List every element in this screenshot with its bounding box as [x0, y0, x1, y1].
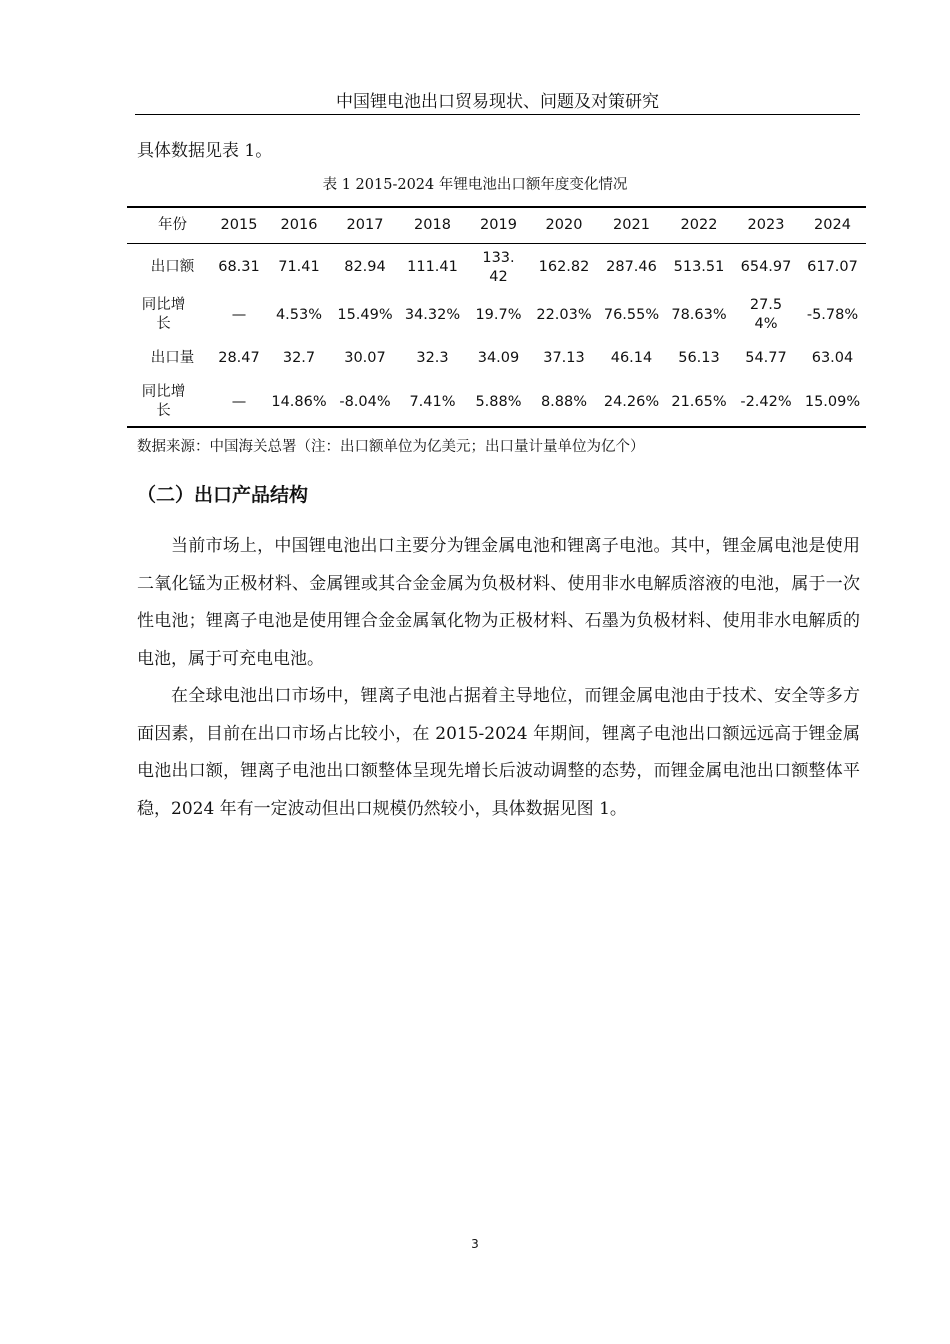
table-cell: 71.41 [278, 259, 320, 275]
column-header: 2022 [680, 217, 718, 233]
table-cell: 82.94 [344, 259, 386, 275]
table-cell: 15.09% [804, 393, 861, 410]
section-heading: （二）出口产品结构 [137, 484, 309, 506]
table-cell: 4.53% [275, 306, 323, 323]
table-cell: 32.3 [416, 350, 449, 366]
export-data-table [127, 206, 866, 428]
table-cell: -8.04% [339, 393, 391, 410]
column-header: 2017 [346, 217, 384, 233]
table-cell: -5.78% [806, 306, 859, 323]
table-cell: — [231, 306, 247, 323]
column-header: 2021 [613, 217, 650, 233]
table-cell: 513.51 [673, 259, 725, 275]
table-header-row [127, 207, 866, 244]
table-cell: 68.31 [218, 259, 260, 275]
table-cell: 22.03% [536, 306, 592, 323]
table-row [127, 291, 866, 339]
column-header: 年份 [158, 217, 187, 233]
table-source-note: 数据来源：中国海关总署（注：出口额单位为亿美元；出口量计量单位为亿个） [137, 439, 645, 455]
table-cell: 34.32% [404, 306, 461, 323]
table-row [127, 339, 866, 378]
column-header: 2018 [414, 217, 451, 233]
table-cell: 27.54% [749, 297, 783, 332]
table-cell: 24.26% [603, 393, 660, 410]
intro-line: 具体数据见表 1。 [137, 141, 273, 161]
table-cell: 30.07 [344, 350, 386, 366]
table-cell: 78.63% [671, 306, 727, 323]
running-header: 中国锂电池出口贸易现状、问题及对策研究 [135, 90, 860, 115]
table-cell: 162.82 [538, 259, 590, 275]
table-cell: 34.09 [477, 350, 520, 366]
table-cell: 111.41 [407, 259, 458, 275]
table-cell: — [231, 393, 247, 410]
body-paragraph: 当前市场上，中国锂电池出口主要分为锂金属电池和锂离子电池。其中，锂金属电池是使用二氧化锰为正极材料、金属锂或其合金金属为负极材料、使用非水电解质溶液的电池，属于一次性电池；锂离子电池是使用锂合金金属氧化物为正极材料、石墨为负极材料、使用非水电解质的电池，属于可充电电池。 [137, 536, 860, 669]
column-header: 2015 [220, 217, 258, 233]
table-cell: 19.7% [475, 306, 522, 323]
table-cell: 287.46 [606, 259, 657, 275]
table-row [127, 244, 866, 292]
row-label: 同比增长 [141, 297, 186, 332]
table-cell: 14.86% [271, 393, 327, 410]
column-header: 2020 [545, 217, 583, 233]
table-row [127, 378, 866, 427]
table-cell: 63.04 [811, 350, 854, 366]
table-cell: 654.97 [740, 259, 792, 275]
row-label: 出口额 [150, 259, 195, 275]
column-header: 2019 [480, 217, 517, 233]
body-paragraph: 在全球电池出口市场中，锂离子电池占据着主导地位，而锂金属电池由于技术、安全等多方面因素，目前在出口市场占比较小，在 2015-2024 年期间，锂离子电池出口额远远高于锂金属电池出口额，锂离子电池出口额整体呈现先增长后波动调整的态势，而锂金属电池出口额整体平稳，2024 年有一定波动但出口规模仍然较小，具体数据见图 1。 [137, 686, 860, 819]
table-cell: 76.55% [603, 306, 660, 323]
table-cell: 5.88% [475, 393, 522, 410]
table-cell: 54.77 [745, 350, 787, 366]
table-cell: 32.7 [282, 350, 316, 366]
table-caption: 表 1 2015-2024 年锂电池出口额年度变化情况 [322, 177, 628, 193]
column-header: 2016 [280, 217, 318, 233]
column-header: 2024 [814, 217, 851, 233]
page-number: 3 [471, 1237, 479, 1251]
table-cell: -2.42% [740, 393, 792, 410]
table-cell: 56.13 [678, 350, 720, 366]
table-cell: 15.49% [337, 306, 393, 323]
table-cell: 8.88% [540, 393, 588, 410]
row-label: 出口量 [150, 350, 195, 366]
table-cell: 46.14 [610, 350, 653, 366]
row-label: 同比增长 [141, 384, 186, 419]
table-cell: 28.47 [218, 350, 260, 366]
table-cell: 37.13 [543, 350, 585, 366]
table-cell: 133.42 [482, 249, 515, 285]
table-cell: 617.07 [807, 259, 858, 275]
table-cell: 21.65% [671, 393, 727, 410]
table-cell: 7.41% [409, 393, 456, 410]
column-header: 2023 [747, 217, 785, 233]
